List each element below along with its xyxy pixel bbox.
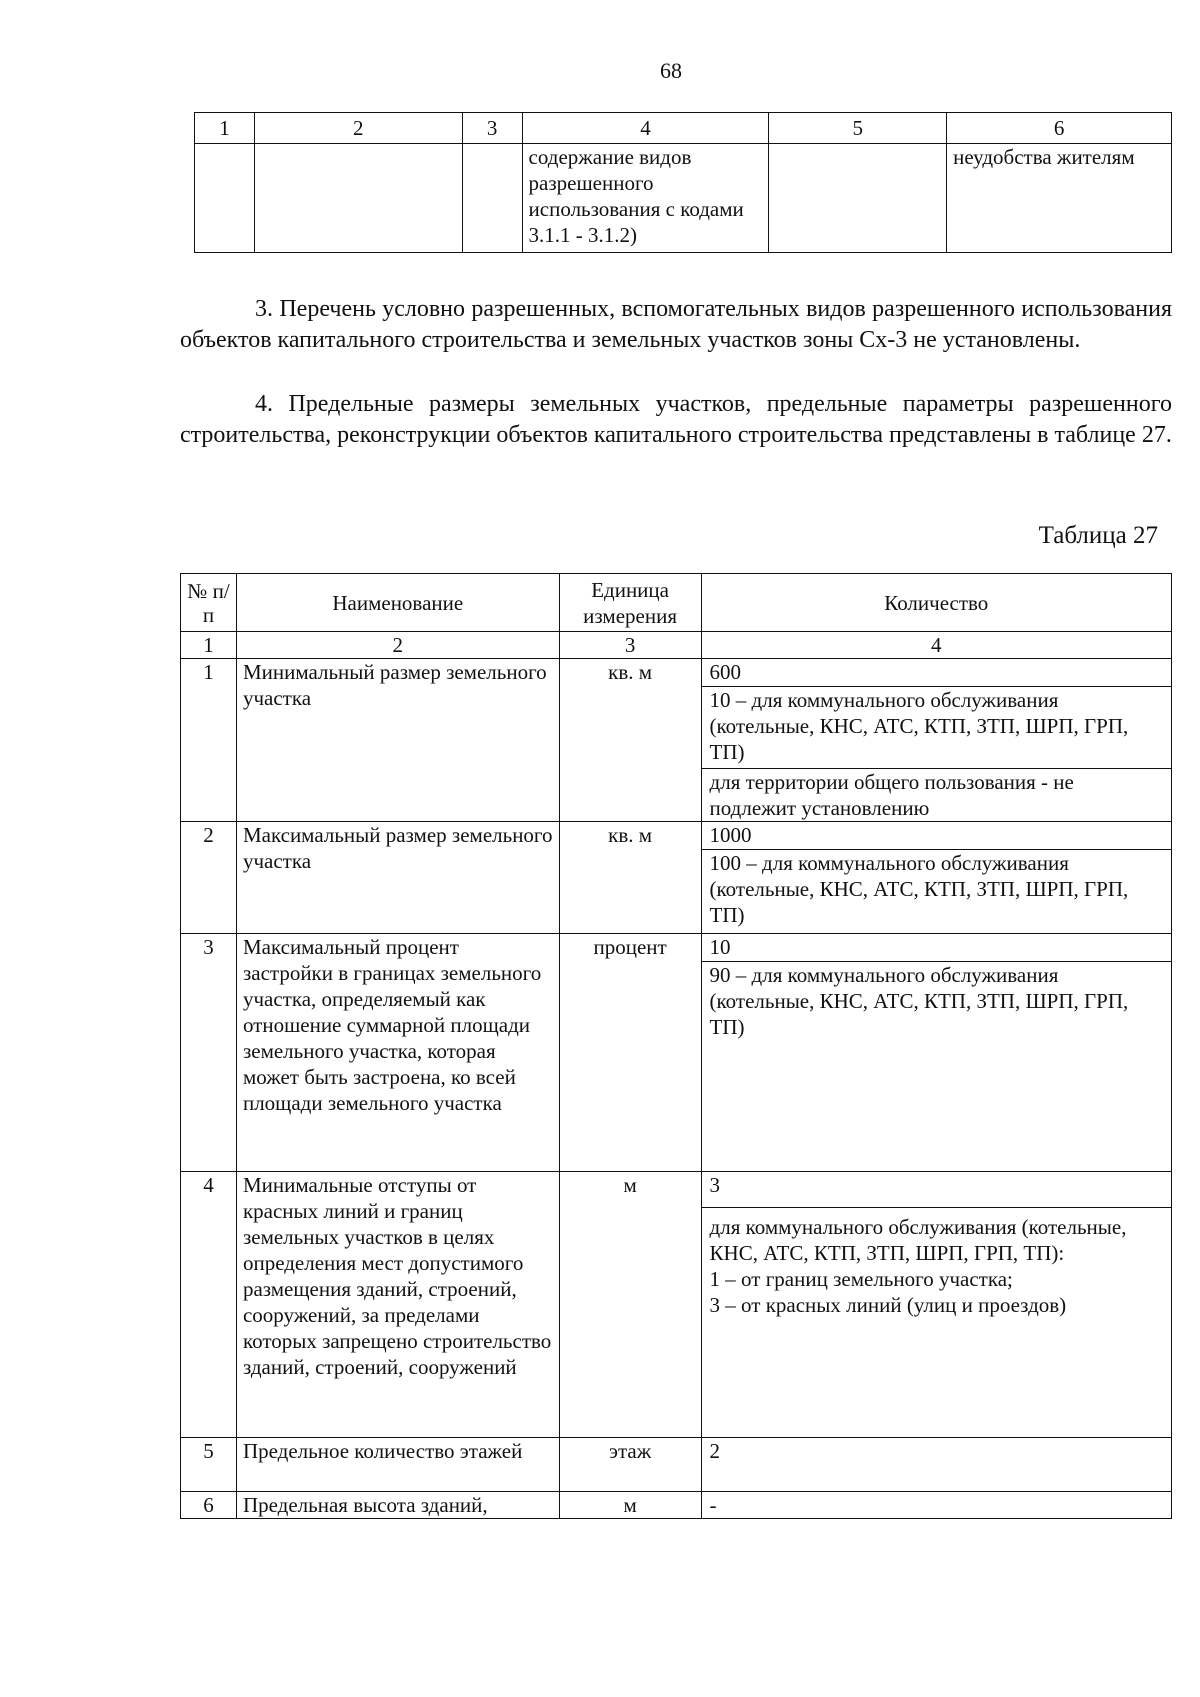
row-value: 10 (701, 934, 1171, 962)
column-number-row (181, 632, 1172, 659)
row-name: Минимальный размер земельного участка (236, 659, 559, 822)
row-value: 100 – для коммунального обслуживания (котельные, КНС, АТС, КТП, ЗТП, ШРП, ГРП, ТП) (701, 850, 1171, 934)
table-cell (769, 144, 947, 253)
row-value: для коммунального обслуживания (котельные, КНС, АТС, КТП, ЗТП, ШРП, ГРП, ТП): (709, 1215, 1127, 1265)
row-value: - (701, 1492, 1171, 1519)
row-value: 1000 (701, 822, 1171, 850)
row-unit: этаж (559, 1438, 701, 1492)
header-name: Наименование (236, 574, 559, 632)
paragraph-3 (180, 294, 1172, 356)
table-cell: содержание видов разрешенного использования с кодами 3.1.1 - 3.1.2) (522, 144, 769, 253)
row-number: 3 (181, 934, 237, 1172)
table-cell (195, 144, 255, 253)
row-value: 90 – для коммунального обслуживания (котельные, КНС, АТС, КТП, ЗТП, ШРП, ГРП, ТП) (701, 962, 1171, 1172)
table-cell (462, 144, 522, 253)
row-unit: кв. м (559, 822, 701, 934)
row-value: 3 – от красных линий (улиц и проездов) (709, 1293, 1067, 1317)
table-caption: Таблица 27 (1038, 522, 1158, 549)
row-value: 10 – для коммунального обслуживания (котельные, КНС, АТС, КТП, ЗТП, ШРП, ГРП, ТП) (701, 687, 1171, 769)
col-number: 1 (181, 632, 237, 659)
row-number: 4 (181, 1172, 237, 1438)
row-unit: процент (559, 934, 701, 1172)
row-value-list (701, 1208, 1171, 1438)
continued-table (194, 112, 1172, 253)
table-cell (254, 144, 462, 253)
table-row (195, 144, 1172, 253)
row-name: Максимальный размер земельного участка (236, 822, 559, 934)
row-number: 5 (181, 1438, 237, 1492)
col-number: 3 (559, 632, 701, 659)
header-quantity: Количество (701, 574, 1171, 632)
row-number: 1 (181, 659, 237, 822)
row-name: Предельное количество этажей (236, 1438, 559, 1492)
col-header: 5 (769, 113, 947, 144)
parameters-table (180, 573, 1172, 1519)
row-number: 6 (181, 1492, 237, 1519)
header-unit: Единица измерения (559, 574, 701, 632)
table-row (181, 1172, 1172, 1208)
table-row (181, 1438, 1172, 1492)
row-value: 2 (701, 1438, 1171, 1492)
col-header: 6 (947, 113, 1172, 144)
table-row (181, 659, 1172, 687)
table-row (181, 822, 1172, 850)
table-row (181, 1492, 1172, 1519)
col-header: 3 (462, 113, 522, 144)
row-number: 2 (181, 822, 237, 934)
col-number: 4 (701, 632, 1171, 659)
paragraph-3-text: 3. Перечень условно разрешенных, вспомогательных видов разрешенного использования объектов капитального строительства и земельных участков зоны Сх-3 не установлены. (180, 296, 1172, 353)
row-unit: м (559, 1492, 701, 1519)
table-row (181, 934, 1172, 962)
col-number: 2 (236, 632, 559, 659)
row-name: Максимальный процент застройки в границах земельного участка, определяемый как отношение суммарной площади земельного участка, которая может быть застроена, ко всей площади земельного участка (236, 934, 559, 1172)
row-value: 3 (701, 1172, 1171, 1208)
page-number: 68 (660, 58, 682, 83)
row-name: Предельная высота зданий, (236, 1492, 559, 1519)
table-header-row (195, 113, 1172, 144)
row-unit: кв. м (559, 659, 701, 822)
header-no: № п/п (181, 574, 237, 632)
paragraph-4 (180, 389, 1172, 451)
row-unit: м (559, 1172, 701, 1438)
row-name: Минимальные отступы от красных линий и границ земельных участков в целях определения мест допустимого размещения зданий, строений, сооружений, за пределами которых запрещено строительство зданий, строений, сооружений (236, 1172, 559, 1438)
row-value: 600 (701, 659, 1171, 687)
col-header: 1 (195, 113, 255, 144)
col-header: 2 (254, 113, 462, 144)
col-header: 4 (522, 113, 769, 144)
paragraph-4-text: 4. Предельные размеры земельных участков, предельные параметры разрешенного строительства, реконструкции объектов капитального строительства представлены в таблице 27. (180, 391, 1172, 448)
table-cell: неудобства жителям (947, 144, 1172, 253)
row-value: 1 – от границ земельного участка; (709, 1267, 1013, 1291)
table-header-row (181, 574, 1172, 632)
row-value: для территории общего пользования - не подлежит установлению (701, 769, 1171, 822)
